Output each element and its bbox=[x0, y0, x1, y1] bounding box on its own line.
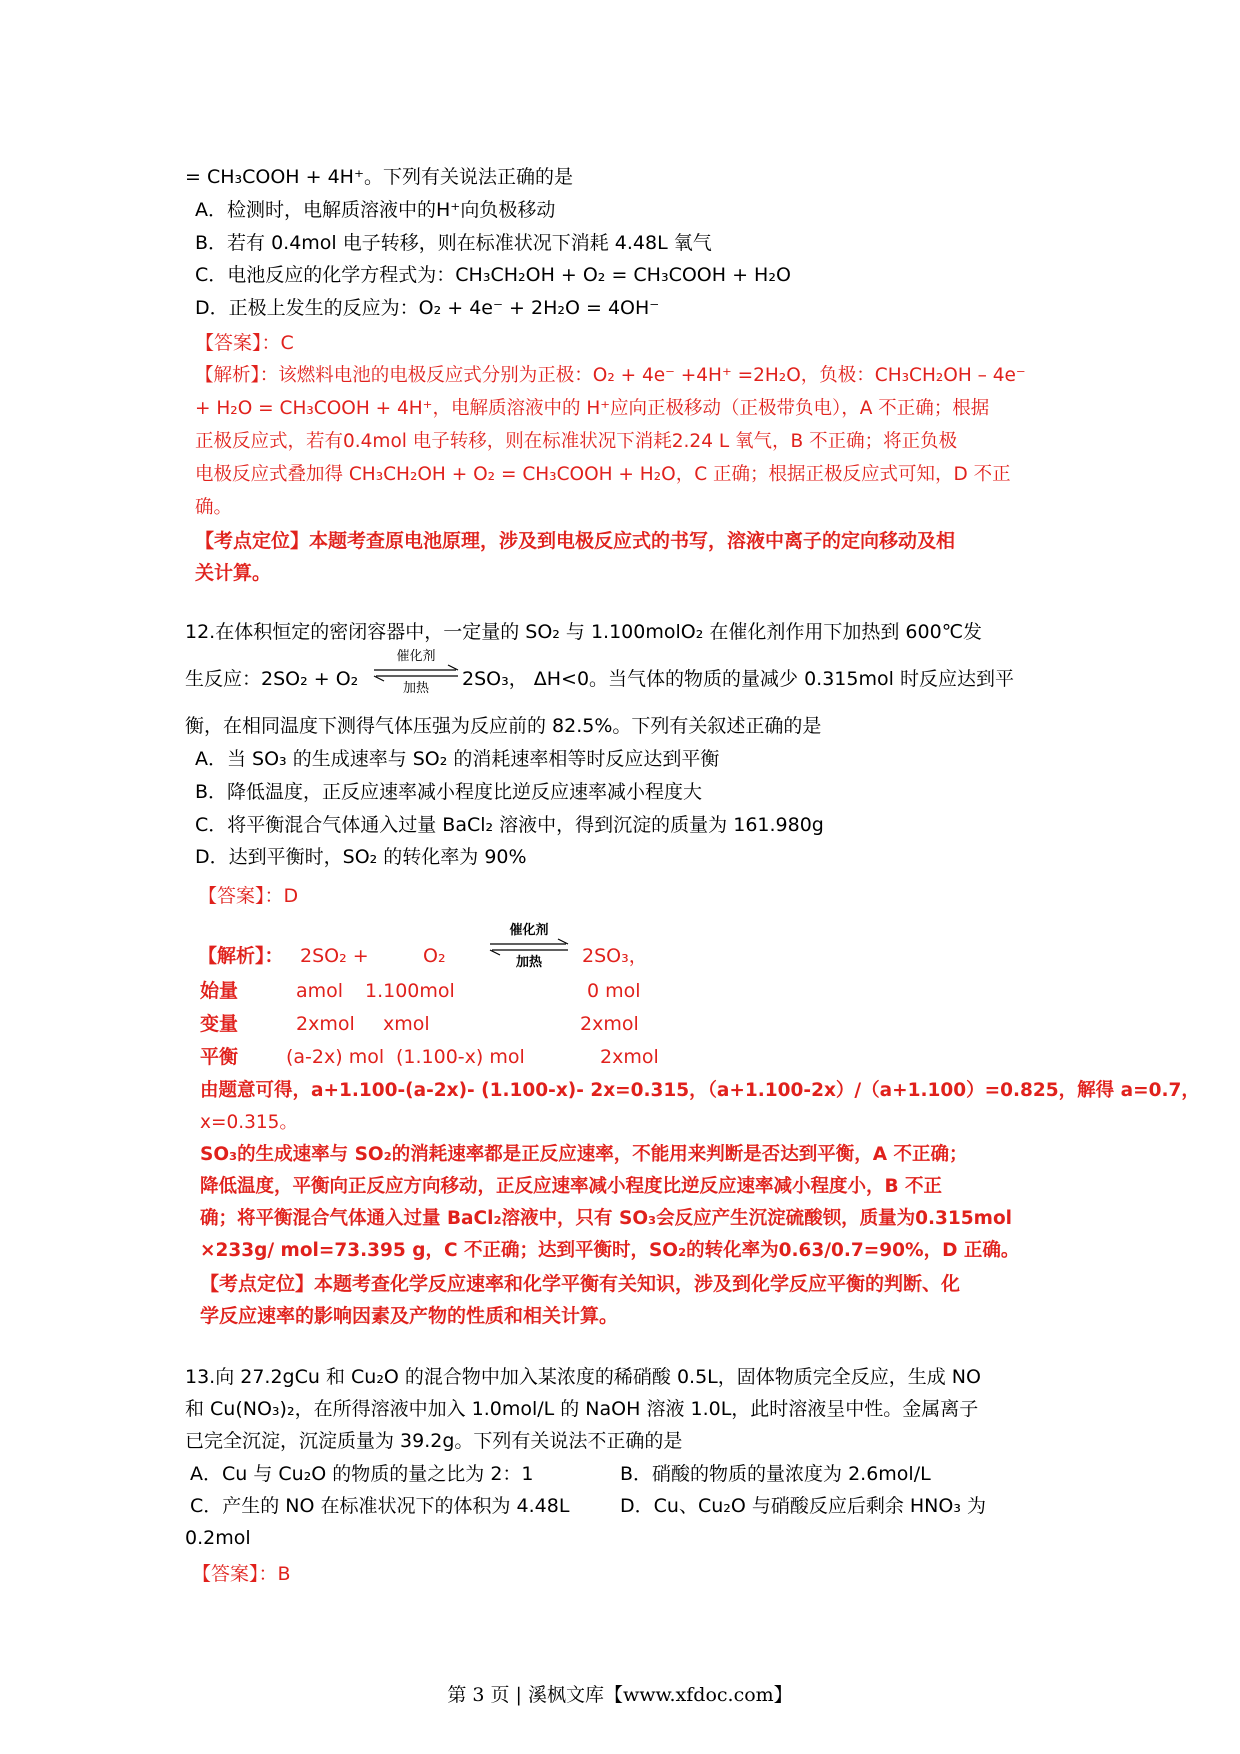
cell: 2xmol bbox=[600, 1046, 659, 1068]
q11-option-d: D．正极上发生的反应为：O₂ + 4e⁻ + 2H₂O = 4OH⁻ bbox=[195, 297, 660, 319]
q12-option-b: B．降低温度，正反应速率减小程度比逆反应速率减小程度大 bbox=[195, 781, 703, 803]
q12-stem: 12.在体积恒定的密闭容器中，一定量的 SO₂ 与 1.100molO₂ 在催化剂作用下加热到 600℃发 bbox=[185, 621, 983, 643]
q12-eq-reactant: 2SO₂ + bbox=[300, 945, 369, 967]
q12-option-a: A．当 SO₃ 的生成速率与 SO₂ 的消耗速率相等时反应达到平衡 bbox=[195, 748, 720, 770]
q12-stem: 衡，在相同温度下测得气体压强为反应前的 82.5%。下列有关叙述正确的是 bbox=[185, 715, 822, 737]
q12-analysis-line: 确；将平衡混合气体通入过量 BaCl₂溶液中，只有 SO₃会反应产生沉淀硫酸钡，质量为0.315mol bbox=[200, 1208, 1012, 1229]
row-label: 平衡 bbox=[200, 1046, 239, 1068]
q12-analysis-line: 降低温度，平衡向正反应方向移动，正反应速率减小程度比逆反应速率减小程度小，B 不正 bbox=[200, 1176, 943, 1197]
q11-option-a: A．检测时，电解质溶液中的H⁺向负极移动 bbox=[195, 199, 556, 221]
catalyst-label: 催化剂 bbox=[509, 923, 549, 938]
q12-analysis-line: ×233g/ mol=73.395 g，C 不正确；达到平衡时，SO₂的转化率为0.63/0.7=90%，D 正确。 bbox=[200, 1240, 1020, 1261]
q13-option-b: B．硝酸的物质的量浓度为 2.6mol/L bbox=[620, 1463, 931, 1485]
q12-answer: 【答案】：D bbox=[198, 885, 299, 907]
q13-option-d: D．Cu、Cu₂O 与硝酸反应后剩余 HNO₃ 为 bbox=[620, 1495, 987, 1517]
q11-analysis-line: 正极反应式，若有0.4mol 电子转移，则在标准状况下消耗2.24 L 氧气，B 不正确；将正负极 bbox=[195, 431, 958, 452]
q11-kaodian: 【考点定位】本题考查原电池原理，涉及到电极反应式的书写，溶液中离子的定向移动及相 bbox=[195, 530, 956, 552]
q12-kaodian: 【考点定位】本题考查化学反应速率和化学平衡有关知识，涉及到化学反应平衡的判断、化 bbox=[200, 1273, 961, 1295]
heat-label: 加热 bbox=[515, 955, 542, 970]
q13-answer: 【答案】：B bbox=[192, 1563, 291, 1585]
row-label: 变量 bbox=[200, 1013, 239, 1035]
q13-option-a: A．Cu 与 Cu₂O 的物质的量之比为 2：1 bbox=[190, 1463, 534, 1485]
q11-analysis-line: + H₂O = CH₃COOH + 4H⁺，电解质溶液中的 H⁺应向正极移动（正极带负电），A 不正确；根据 bbox=[195, 398, 990, 419]
heat-label: 加热 bbox=[402, 681, 429, 696]
reversible-arrow-icon bbox=[370, 650, 462, 696]
q11-option-b: B．若有 0.4mol 电子转移，则在标准状况下消耗 4.48L 氧气 bbox=[195, 232, 712, 254]
q12-reaction-left: 生反应：2SO₂ + O₂ bbox=[185, 668, 359, 690]
cell: 1.100mol bbox=[365, 980, 455, 1002]
page-footer: 第 3 页 | 溪枫文库【www.xfdoc.com】 bbox=[447, 1684, 793, 1706]
q12-analysis-head: 【解析】： bbox=[198, 945, 284, 967]
q12-analysis-line: x=0.315。 bbox=[200, 1112, 298, 1133]
q12-option-c: C．将平衡混合气体通入过量 BaCl₂ 溶液中，得到沉淀的质量为 161.980g bbox=[195, 814, 824, 836]
cell: 0 mol bbox=[587, 980, 641, 1002]
q12-eq-oxygen: O₂ bbox=[423, 945, 446, 967]
q11-kaodian: 关计算。 bbox=[195, 562, 272, 584]
q12-analysis-line: 由题意可得，a+1.100-(a-2x)- (1.100-x)- 2x=0.315，（a+1.100-2x）/（a+1.100）=0.825，解得 a=0.7， bbox=[200, 1080, 1200, 1101]
q13-stem: 13.向 27.2gCu 和 Cu₂O 的混合物中加入某浓度的稀硝酸 0.5L，固体物质完全反应，生成 NO bbox=[185, 1366, 981, 1388]
cell: amol bbox=[296, 980, 344, 1002]
q11-analysis-line: 确。 bbox=[195, 497, 233, 518]
cell: (a-2x) mol bbox=[286, 1046, 385, 1068]
q12-reaction-right: 2SO₃， ΔH<0。当气体的物质的量减少 0.315mol 时反应达到平 bbox=[462, 668, 1014, 690]
cell: 2xmol bbox=[296, 1013, 355, 1035]
q11-analysis-line: 电极反应式叠加得 CH₃CH₂OH + O₂ = CH₃COOH + H₂O，C 正确；根据正极反应式可知，D 不正 bbox=[195, 464, 1011, 485]
q12-kaodian: 学反应速率的影响因素及产物的性质和相关计算。 bbox=[200, 1305, 619, 1327]
q12-option-d: D．达到平衡时，SO₂ 的转化率为 90% bbox=[195, 846, 527, 868]
q11-answer: 【答案】：C bbox=[195, 332, 294, 354]
q13-option-c: C．产生的 NO 在标准状况下的体积为 4.48L bbox=[190, 1495, 570, 1517]
cell: xmol bbox=[383, 1013, 430, 1035]
q11-analysis-line: 【解析】：该燃料电池的电极反应式分别为正极：O₂ + 4e⁻ +4H⁺ =2H₂O，负极：CH₃CH₂OH – 4e⁻ bbox=[195, 365, 1026, 386]
row-label: 始量 bbox=[200, 980, 239, 1002]
q11-stem-tail: = CH₃COOH + 4H⁺。下列有关说法正确的是 bbox=[185, 166, 573, 188]
reversible-arrow-icon bbox=[486, 924, 572, 970]
cell: 2xmol bbox=[580, 1013, 639, 1035]
catalyst-label: 催化剂 bbox=[396, 649, 436, 664]
q12-eq-product: 2SO₃， bbox=[582, 945, 648, 967]
q13-stem: 已完全沉淀，沉淀质量为 39.2g。下列有关说法不正确的是 bbox=[185, 1430, 683, 1452]
cell: (1.100-x) mol bbox=[396, 1046, 525, 1068]
q11-option-c: C．电池反应的化学方程式为：CH₃CH₂OH + O₂ = CH₃COOH + H₂O bbox=[195, 264, 791, 286]
q13-option-d-cont: 0.2mol bbox=[185, 1527, 251, 1549]
q13-stem: 和 Cu(NO₃)₂，在所得溶液中加入 1.0mol/L 的 NaOH 溶液 1.0L，此时溶液呈中性。金属离子 bbox=[185, 1398, 979, 1420]
q12-analysis-line: SO₃的生成速率与 SO₂的消耗速率都是正反应速率，不能用来判断是否达到平衡，A 不正确； bbox=[200, 1144, 968, 1165]
